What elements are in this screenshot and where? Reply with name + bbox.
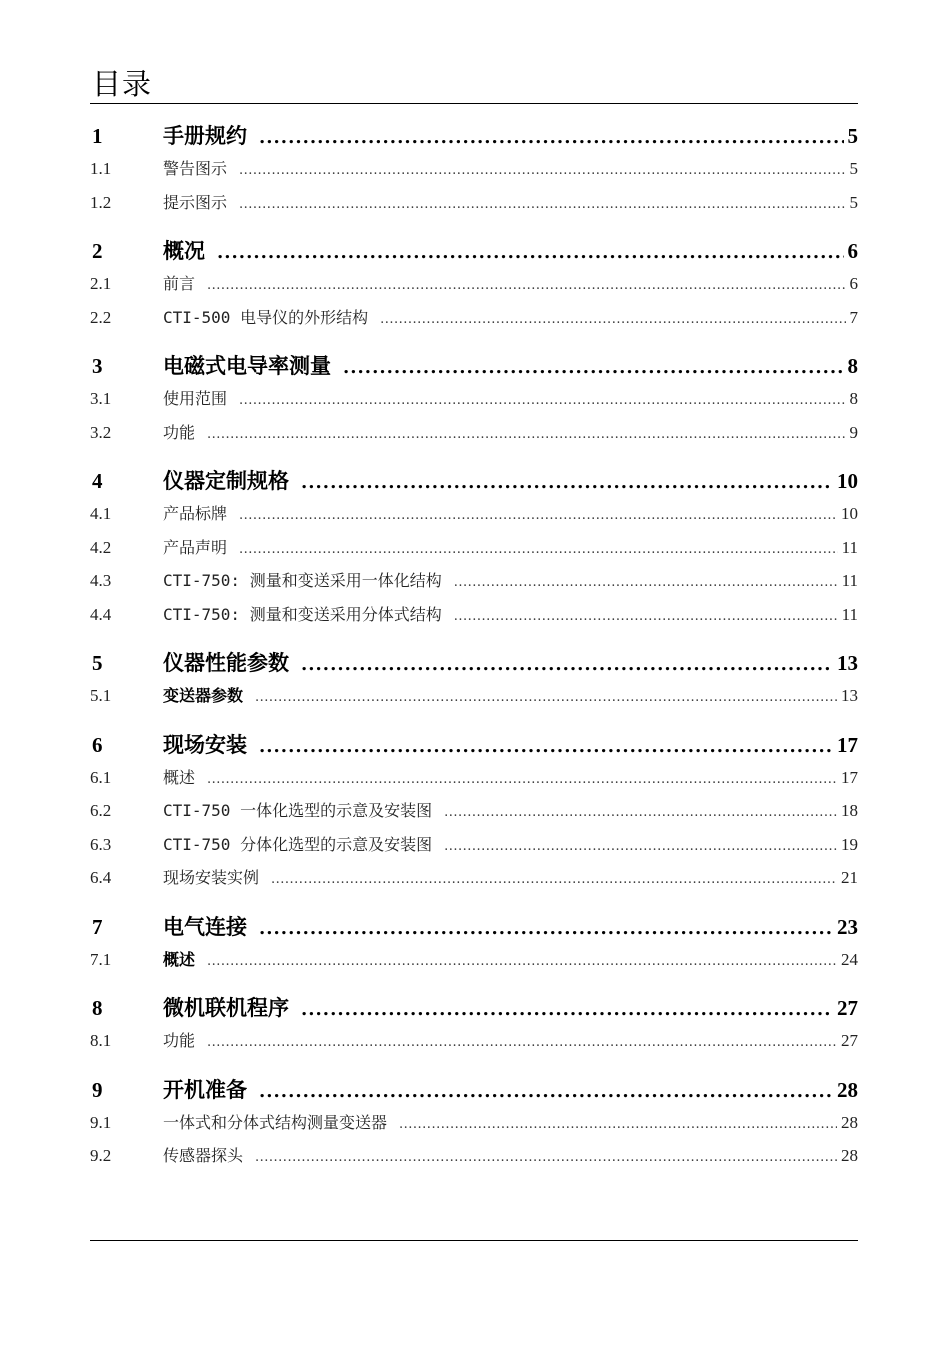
toc-section-entry[interactable] [90,834,858,858]
toc-section-entry[interactable] [90,1145,858,1169]
toc-section-page-number: 24 [841,949,858,969]
toc-section-number: 6.4 [90,868,112,887]
toc-section-page-number: 11 [841,537,858,557]
toc-section-page-number: 9 [849,422,858,442]
toc-section-page-number: 13 [841,686,858,705]
dot-leader [444,836,837,858]
toc-section-entry[interactable] [90,767,858,791]
toc-section-title: CTI-750 一体化选型的示意及安装图 [163,801,433,820]
dot-leader [259,733,833,761]
dot-leader [239,194,845,216]
dot-leader [239,160,845,182]
toc-chapter-title: 仪器性能参数 [163,651,289,675]
dot-leader [259,1078,833,1106]
toc-section-number: 6.3 [90,834,112,854]
toc-chapter-entry[interactable] [90,994,858,1024]
toc-section-number: 4.3 [90,571,112,590]
toc-section-page-number: 11 [841,604,858,624]
toc-chapter-entry[interactable] [90,467,858,497]
toc-chapter-number: 3 [92,354,103,378]
toc-section-entry[interactable] [90,192,858,216]
toc-section-number: 4.1 [90,504,112,523]
toc-chapter-entry[interactable] [90,122,858,152]
toc-chapter-number: 6 [92,732,103,757]
dot-leader [239,539,838,561]
toc-chapter-page-number: 8 [847,354,858,378]
dot-leader [207,275,845,297]
toc-section-page-number: 10 [841,504,858,523]
toc-section-page-number: 5 [849,192,858,212]
toc-chapter-page-number: 28 [837,1077,858,1102]
toc-section-entry[interactable] [90,273,858,297]
toc-section-entry[interactable] [90,503,858,527]
dot-leader [454,572,838,594]
dot-leader [207,769,837,791]
page-title: 目录 [92,67,153,101]
toc-section-page-number: 18 [841,801,858,820]
toc-section-entry[interactable] [90,1112,858,1136]
toc-section-entry[interactable] [90,307,858,331]
toc-section-title: 传感器探头 [163,1146,244,1165]
toc-chapter-title: 电气连接 [163,914,247,939]
toc-chapter-number: 9 [92,1077,103,1102]
dot-leader [255,1147,837,1169]
toc-section-entry[interactable] [90,1030,858,1054]
toc-section-number: 1.2 [90,192,112,212]
toc-chapter-page-number: 10 [837,469,858,493]
toc-section-title: 产品标牌 [163,504,228,523]
toc-section-entry[interactable] [90,604,858,628]
toc-section-number: 3.2 [90,422,112,442]
dot-leader [259,915,833,943]
toc-section-entry[interactable] [90,158,858,182]
dot-leader [207,424,845,446]
toc-chapter-number: 7 [92,914,103,939]
toc-section-page-number: 21 [841,868,858,887]
toc-section-title: 产品声明 [163,537,228,557]
toc-section-number: 1.1 [90,159,112,178]
dot-leader [343,354,844,382]
toc-chapter-title: 开机准备 [163,1077,247,1102]
toc-section-title: 前言 [163,274,196,293]
toc-section-title: 概述 [163,767,196,787]
dot-leader [454,606,838,628]
dot-leader [399,1114,837,1136]
toc-section-number: 2.2 [90,307,112,327]
toc-section-number: 6.1 [90,767,112,787]
toc-chapter-number: 4 [92,469,103,493]
toc-chapter-title: 现场安装 [163,732,247,757]
toc-section-entry[interactable] [90,570,858,594]
toc-section-number: 7.1 [90,949,112,969]
dot-leader [255,687,837,709]
toc-section-page-number: 17 [841,767,858,787]
dot-leader [380,309,845,331]
footer-divider [90,1240,858,1241]
toc-section-entry[interactable] [90,800,858,824]
toc-section-entry[interactable] [90,685,858,709]
toc-chapter-entry[interactable] [90,352,858,382]
toc-section-title: 概述 [163,949,196,969]
toc-section-number: 2.1 [90,274,112,293]
toc-section-title: CTI-750: 测量和变送采用分体式结构 [163,604,442,624]
toc-section-entry[interactable] [90,949,858,973]
toc-section-title: CTI-500 电导仪的外形结构 [163,307,369,327]
toc-chapter-title: 电磁式电导率测量 [163,354,331,378]
toc-section-number: 9.1 [90,1112,112,1132]
toc-section-title: 一体式和分体式结构测量变送器 [163,1112,388,1132]
toc-section-page-number: 7 [849,307,858,327]
toc-section-page-number: 8 [849,389,858,408]
toc-chapter-entry[interactable] [90,237,858,267]
toc-chapter-number: 1 [92,124,103,148]
toc-section-title: 使用范围 [163,389,228,408]
toc-section-title: CTI-750: 测量和变送采用一体化结构 [163,571,442,590]
toc-chapter-page-number: 6 [847,239,858,263]
toc-chapter-entry[interactable] [90,649,858,679]
toc-chapter-page-number: 27 [837,996,858,1020]
dot-leader [207,1032,837,1054]
dot-leader [217,239,844,267]
toc-chapter-page-number: 17 [837,732,858,757]
toc-chapter-number: 5 [92,651,103,675]
toc-section-page-number: 28 [841,1112,858,1132]
toc-chapter-number: 8 [92,996,103,1020]
toc-section-number: 4.2 [90,537,112,557]
toc-chapter-title: 微机联机程序 [163,996,289,1020]
toc-section-number: 5.1 [90,686,112,705]
toc-section-page-number: 28 [841,1146,858,1165]
toc-section-number: 8.1 [90,1031,112,1050]
dot-leader [207,951,837,973]
toc-chapter-title: 概况 [163,239,205,263]
toc-section-entry[interactable] [90,388,858,412]
toc-section-page-number: 6 [849,274,858,293]
toc-chapter-entry[interactable] [90,1076,858,1106]
toc-chapter-entry[interactable] [90,731,858,761]
toc-chapter-title: 仪器定制规格 [163,469,289,493]
toc-section-title: 功能 [163,422,196,442]
toc-section-entry[interactable] [90,537,858,561]
dot-leader [271,869,837,891]
toc-section-page-number: 5 [849,159,858,178]
toc-chapter-number: 2 [92,239,103,263]
dot-leader [301,651,833,679]
toc-section-title: 变送器参数 [163,686,244,705]
toc-section-title: CTI-750 分体化选型的示意及安装图 [163,834,433,854]
toc-chapter-page-number: 13 [837,651,858,675]
toc-section-title: 功能 [163,1031,196,1050]
dot-leader [444,802,837,824]
toc-section-title: 警告图示 [163,159,228,178]
toc-section-number: 9.2 [90,1146,112,1165]
title-divider [90,103,858,104]
dot-leader [301,469,833,497]
toc-section-entry[interactable] [90,422,858,446]
toc-chapter-entry[interactable] [90,913,858,943]
toc-section-page-number: 27 [841,1031,858,1050]
dot-leader [259,124,844,152]
toc-chapter-title: 手册规约 [163,124,247,148]
toc-chapter-page-number: 23 [837,914,858,939]
toc-section-number: 3.1 [90,389,112,408]
dot-leader [301,996,833,1024]
toc-section-title: 现场安装实例 [163,868,260,887]
toc-section-entry[interactable] [90,867,858,891]
toc-section-page-number: 19 [841,834,858,854]
dot-leader [239,505,837,527]
toc-chapter-page-number: 5 [847,124,858,148]
toc-section-number: 6.2 [90,801,112,820]
toc-section-page-number: 11 [841,571,858,590]
toc-section-number: 4.4 [90,604,112,624]
toc-section-title: 提示图示 [163,192,228,212]
dot-leader [239,390,845,412]
